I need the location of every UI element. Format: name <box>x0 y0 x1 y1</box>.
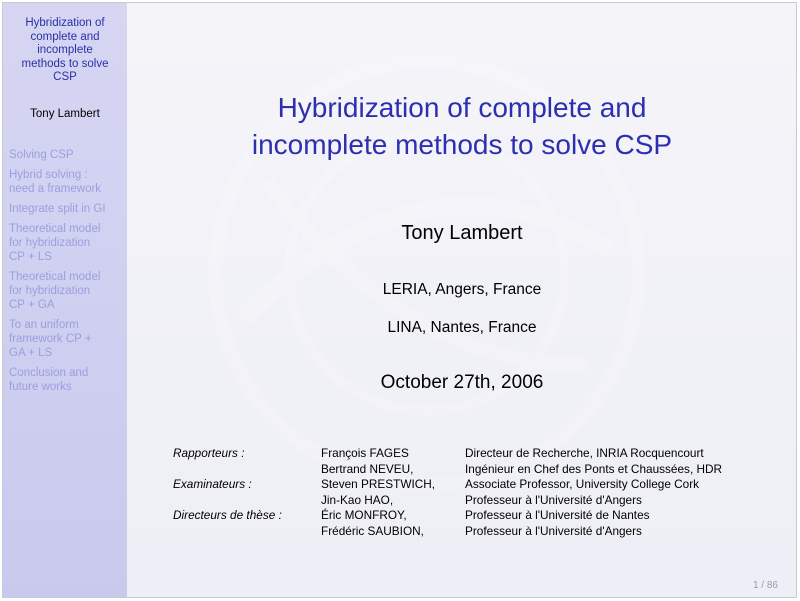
slide-main <box>127 3 796 597</box>
jury-row <box>173 462 773 478</box>
jury-row <box>173 493 773 509</box>
jury-row <box>173 508 773 524</box>
jury-name: Steven PRESTWICH, <box>321 477 436 491</box>
nav-item-integrate-split[interactable]: Integrate split in GI <box>9 203 106 215</box>
jury-name: Frédéric SAUBION, <box>321 523 424 538</box>
jury-position: Directeur de Recherche, INRIA Rocquencourt <box>465 446 704 460</box>
jury-name: Jin-Kao HAO, <box>321 492 394 507</box>
slide-author: Tony Lambert <box>401 222 523 244</box>
nav-item-uniform-framework[interactable]: To an uniform framework CP + GA + LS <box>9 319 92 359</box>
jury-table <box>173 446 773 539</box>
page-number: 1 / 86 <box>752 580 778 591</box>
affiliation-leria: LERIA, Angers, France <box>382 281 542 298</box>
nav-item-model-cp-ga[interactable]: Theoretical model for hybridization CP + GA <box>9 271 101 311</box>
jury-row <box>173 446 773 462</box>
jury-name: Éric MONFROY, <box>321 508 407 522</box>
jury-position: Professeur à l'Université d'Angers <box>465 523 642 538</box>
nav-item-conclusion[interactable]: Conclusion and future works <box>9 367 89 393</box>
jury-role: Directeurs de thèse : <box>173 508 282 522</box>
slide-frame <box>2 2 797 598</box>
sidebar-author: Tony Lambert <box>30 108 100 120</box>
presentation-date: October 27th, 2006 <box>380 372 544 393</box>
jury-position: Professeur à l'Université de Nantes <box>465 508 650 522</box>
sidebar-nav <box>9 148 125 400</box>
jury-position: Ingénieur en Chef des Ponts et Chaussées, HDR <box>465 461 723 476</box>
jury-role: Examinateurs : <box>173 477 252 491</box>
jury-row <box>173 477 773 493</box>
jury-name: François FAGES <box>321 446 409 460</box>
jury-row <box>173 524 773 540</box>
nav-item-solving-csp[interactable]: Solving CSP <box>9 149 74 161</box>
jury-position: Associate Professor, University College Cork <box>465 477 700 491</box>
nav-item-hybrid-solving[interactable]: Hybrid solving : need a framework <box>9 169 102 195</box>
jury-name: Bertrand NEVEU, <box>321 461 414 476</box>
sidebar-title[interactable]: Hybridization of complete and incomplete methods to solve CSP <box>21 17 109 83</box>
nav-item-model-cp-ls[interactable]: Theoretical model for hybridization CP + LS <box>9 223 101 263</box>
jury-position: Professeur à l'Université d'Angers <box>465 492 642 507</box>
jury-role: Rapporteurs : <box>173 446 245 460</box>
affiliation-lina: LINA, Nantes, France <box>387 319 537 336</box>
sidebar <box>3 3 127 597</box>
slide-title: Hybridization of complete and incomplete methods to solve CSP <box>251 92 673 160</box>
